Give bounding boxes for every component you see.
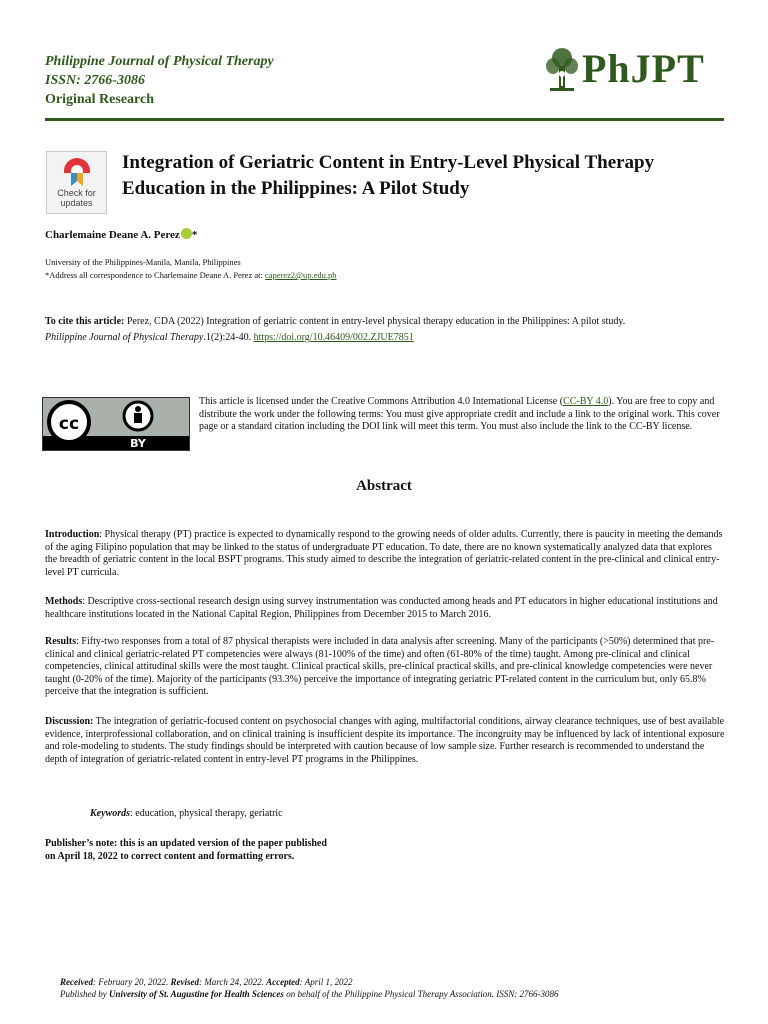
crossmark-icon <box>62 156 92 188</box>
doi-link[interactable]: https://doi.org/10.46409/002.ZJUE7851 <box>253 332 414 343</box>
introduction-label: Introduction <box>45 529 100 540</box>
keywords-text: : education, physical therapy, geriatric <box>130 808 283 819</box>
methods-text: : Descriptive cross-sectional research design using survey instrumentation was conducted among heads and PT educators in higher educational institutions and healthcare institutions located in the National Capital Region, Philippines from December 2015 to March 2016. <box>45 596 718 620</box>
license-text-before: This article is licensed under the Creative Commons Attribution 4.0 International License ( <box>199 396 564 407</box>
author-name: Charlemaine Deane A. Perez <box>45 229 180 241</box>
received-label: Received <box>60 977 93 987</box>
check-for-updates-badge[interactable] <box>46 151 107 214</box>
received-date: : February 20, 2022. <box>92 977 169 987</box>
tree-figure-icon <box>542 46 582 94</box>
publisher-note <box>45 837 327 863</box>
cc-text: cc <box>58 414 80 434</box>
email-link[interactable]: caperez2@up.edu.ph <box>264 270 337 280</box>
affiliation: University of the Philippines-Manila, Manila, Philippines <box>45 257 241 267</box>
by-text: BY <box>130 437 146 450</box>
methods-label: Methods <box>45 596 83 607</box>
check-for-updates-label <box>47 188 106 208</box>
cc-by-graphic <box>43 398 189 450</box>
published-line <box>60 988 559 1000</box>
article-title: Integration of Geriatric Content in Entry-Level Physical Therapy Education in the Philippines: A Pilot Study <box>122 152 655 199</box>
accepted-label: Accepted <box>266 977 300 987</box>
affiliation-block <box>45 256 337 282</box>
citation-block <box>45 314 725 346</box>
cfu-line-2: updates <box>60 198 93 208</box>
published-suffix: on behalf of the Philippine Physical Therapy Association. ISSN: 2766-3086 <box>286 989 559 999</box>
journal-name: Philippine Journal of Physical Therapy <box>45 54 274 69</box>
revised-label: Revised <box>170 977 199 987</box>
citation-volume: .1(2):24-40. <box>203 332 252 343</box>
license-text <box>199 396 727 434</box>
correspondence <box>45 269 337 282</box>
footer <box>60 976 559 1000</box>
introduction-text: : Physical therapy (PT) practice is expected to dynamically respond to the growing needs of older adults. Currently, there is paucity in meeting the demands of the aging Filipino population that may be linked to the status of undergraduate PT education. To date, there are no known systematically analyzed data that explores the breadth of geriatric content in the local BSPT programs. This study aimed to describe the integration of geriatric-related content in the pre-clinical and clinical entry-level PT curricula. <box>45 529 723 578</box>
cc-by-badge[interactable] <box>42 397 190 451</box>
discussion-label: Discussion: <box>45 716 94 727</box>
header-divider <box>45 118 724 121</box>
discussion-text: The integration of geriatric-focused content on psychosocial changes with aging, multifactorial conditions, airway clearance techniques, use of best available evidence, interprofessional collaboration, and on clinical training is insufficient despite its importance. The incongruity may be influenced by lack of intentional exposure and role-modeling to students. The study findings should be interpreted with caution because of low sample size. Further research is recommended to understand the depth of integration of geriatric-related content in entry-level PT programs in the Philippines. <box>45 716 725 765</box>
phjpt-logo <box>540 44 720 94</box>
journal-header <box>45 52 274 109</box>
cfu-line-1: Check for <box>57 188 96 198</box>
author-line <box>45 228 197 241</box>
journal-issn: ISSN: 2766-3086 <box>45 73 145 88</box>
abstract-introduction <box>45 529 725 579</box>
license-text-after: ). You are free to copy and distribute the work under the following terms: You must give appropriate credit and include a link to the original work. This cover page or a standard citation including the DOI link will meet this term. You must also include the link to the CC-BY license. <box>199 396 720 432</box>
citation-text: Perez, CDA (2022) Integration of geriatric content in entry-level physical therapy education in the Philippines: A pilot study. <box>126 316 626 327</box>
accepted-date: : April 1, 2022 <box>299 977 353 987</box>
logo-wordmark: PhJPT <box>582 46 705 91</box>
author-mark: * <box>191 229 198 241</box>
article-type: Original Research <box>45 92 155 107</box>
publisher-note-line-2: on April 18, 2022 to correct content and formatting errors. <box>45 851 295 862</box>
revised-date: : March 24, 2022. <box>198 977 264 987</box>
citation-journal: Philippine Journal of Physical Therapy <box>45 332 204 343</box>
keywords <box>90 808 283 819</box>
correspondence-text: *Address all correspondence to Charlemaine Deane A. Perez at: <box>45 270 263 280</box>
dates-line <box>60 976 559 988</box>
abstract-heading: Abstract <box>356 478 412 494</box>
cc-by-link[interactable]: CC-BY 4.0 <box>563 396 609 407</box>
publisher-name: University of St. Augustine for Health Sciences <box>109 989 284 999</box>
abstract-discussion <box>45 716 725 766</box>
keywords-label: Keywords <box>90 808 130 819</box>
results-label: Results <box>45 636 77 647</box>
orcid-icon[interactable] <box>181 228 192 239</box>
citation-label: To cite this article: <box>45 316 125 327</box>
abstract-methods <box>45 596 725 621</box>
publisher-note-line-1: Publisher’s note: this is an updated version of the paper published <box>45 838 327 849</box>
published-prefix: Published by <box>60 989 107 999</box>
abstract-results <box>45 636 725 699</box>
results-text: : Fifty-two responses from a total of 87 physical therapists were included in data analysis after screening. Many of the participants (>50%) determined that pre-clinical and clinical geriatric-related PT competencies were always (81-100% of the time) and often (61-80% of the time) taught. Among pre-clinical and clinical competencies, clinical attitudinal skills were the most taught. Clinical practical skills, pre-clinical practical skills, and pre-clinical knowledge competencies were never taught (0-20% of the time). Majority of the participants (93.3%) perceive the importance of integrating geriatric PT-related content in the curriculum but, only 65.8% perceive that the integration is sufficient. <box>45 636 715 697</box>
